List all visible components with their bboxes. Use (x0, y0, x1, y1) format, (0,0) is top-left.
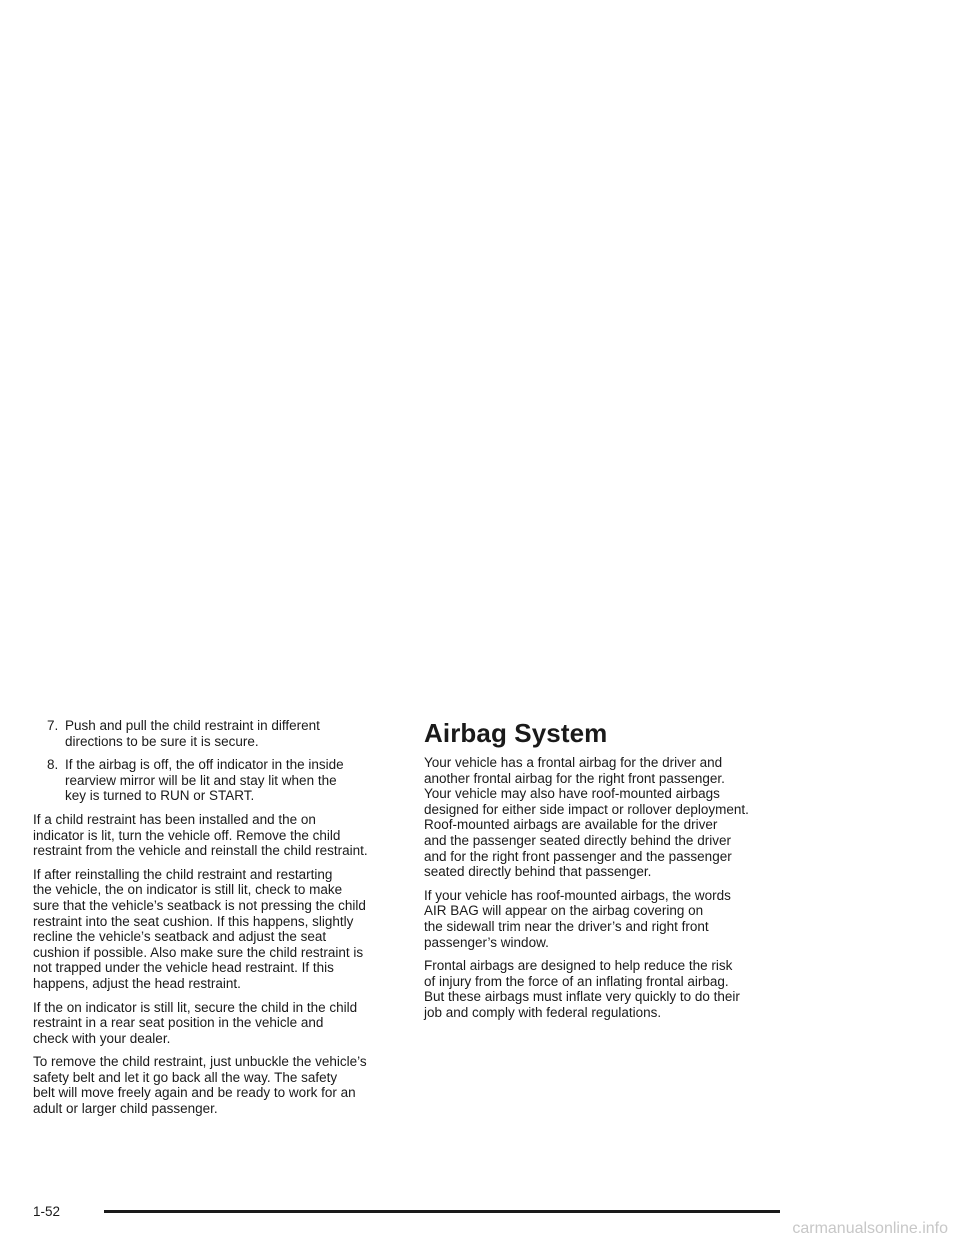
step-number: 8. (47, 757, 59, 773)
paragraph-after-reinstalling (33, 867, 403, 992)
text-line: designed for either side impact or rollover deployment. (424, 801, 749, 817)
text-line: and for the right front passenger and the passenger (424, 848, 732, 864)
right-column (424, 718, 784, 1029)
text-line: If the on indicator is still lit, secure the child in the child (33, 999, 358, 1015)
paragraph-roof-mounted (424, 888, 784, 950)
watermark[interactable]: carmanualsonline.info (792, 1220, 948, 1237)
paragraph-still-lit (33, 1000, 403, 1047)
text-line: indicator is lit, turn the vehicle off. Remove the child (33, 827, 341, 843)
text-line: and the passenger seated directly behind the driver (424, 832, 731, 848)
text-line: not trapped under the vehicle head restraint. If this (33, 960, 334, 976)
text-line: restraint into the seat cushion. If this happens, slightly (33, 913, 354, 929)
text-line: Frontal airbags are designed to help reduce the risk (424, 958, 733, 974)
text-line: sure that the vehicle’s seatback is not pressing the child (33, 897, 366, 913)
left-column (33, 718, 403, 1125)
text-line: recline the vehicle’s seatback and adjust the seat (33, 929, 327, 945)
paragraph-remove-restraint (33, 1054, 403, 1116)
text-line: another frontal airbag for the right front passenger. (424, 770, 725, 786)
text-line: Your vehicle may also have roof-mounted airbags (424, 786, 720, 802)
page-number: 1-52 (33, 1204, 61, 1219)
text-line: safety belt and let it go back all the way. The safety (33, 1069, 338, 1085)
text-line: seated directly behind that passenger. (424, 864, 652, 880)
text-line: the vehicle, the on indicator is still lit, check to make (33, 882, 343, 898)
step-line: rearview mirror will be lit and stay lit when the (65, 772, 337, 788)
text-line: check with your dealer. (33, 1030, 171, 1046)
text-line: the sidewall trim near the driver’s and right front (424, 918, 709, 934)
paragraph-frontal-airbags (424, 958, 784, 1020)
text-line: belt will move freely again and be ready to work for an (33, 1085, 356, 1101)
section-heading: Airbag System (424, 718, 608, 748)
text-line: restraint in a rear seat position in the vehicle and (33, 1015, 324, 1031)
text-line: If a child restraint has been installed and the on (33, 811, 316, 827)
text-line: But these airbags must inflate very quickly to do their (424, 989, 740, 1005)
step-number: 7. (47, 718, 59, 733)
step-7 (33, 718, 403, 749)
text-line: of injury from the force of an inflating frontal airbag. (424, 973, 729, 989)
text-line: Your vehicle has a frontal airbag for the driver and (424, 755, 723, 770)
text-line: Roof-mounted airbags are available for the driver (424, 817, 718, 833)
text-line: passenger’s window. (424, 934, 549, 950)
text-line: To remove the child restraint, just unbuckle the vehicle’s (33, 1054, 367, 1070)
step-line: If the airbag is off, the off indicator in the inside (65, 757, 344, 773)
footer-rule (104, 1210, 780, 1213)
text-line: job and comply with federal regulations. (424, 1004, 662, 1020)
step-line: Push and pull the child restraint in different (65, 718, 320, 733)
text-line: cushion if possible. Also make sure the child restraint is (33, 944, 364, 960)
text-line: If your vehicle has roof-mounted airbags, the words (424, 887, 731, 903)
paragraph-on-indicator-lit (33, 812, 403, 859)
text-line: happens, adjust the head restraint. (33, 975, 241, 991)
step-line: key is turned to RUN or START. (65, 788, 255, 804)
step-line: directions to be sure it is secure. (65, 733, 259, 749)
text-line: adult or larger child passenger. (33, 1101, 218, 1117)
text-line: restraint from the vehicle and reinstall the child restraint. (33, 843, 368, 859)
text-line: AIR BAG will appear on the airbag covering on (424, 903, 704, 919)
text-line: If after reinstalling the child restraint and restarting (33, 866, 333, 882)
step-8 (33, 757, 403, 804)
paragraph-airbag-overview (424, 755, 784, 880)
